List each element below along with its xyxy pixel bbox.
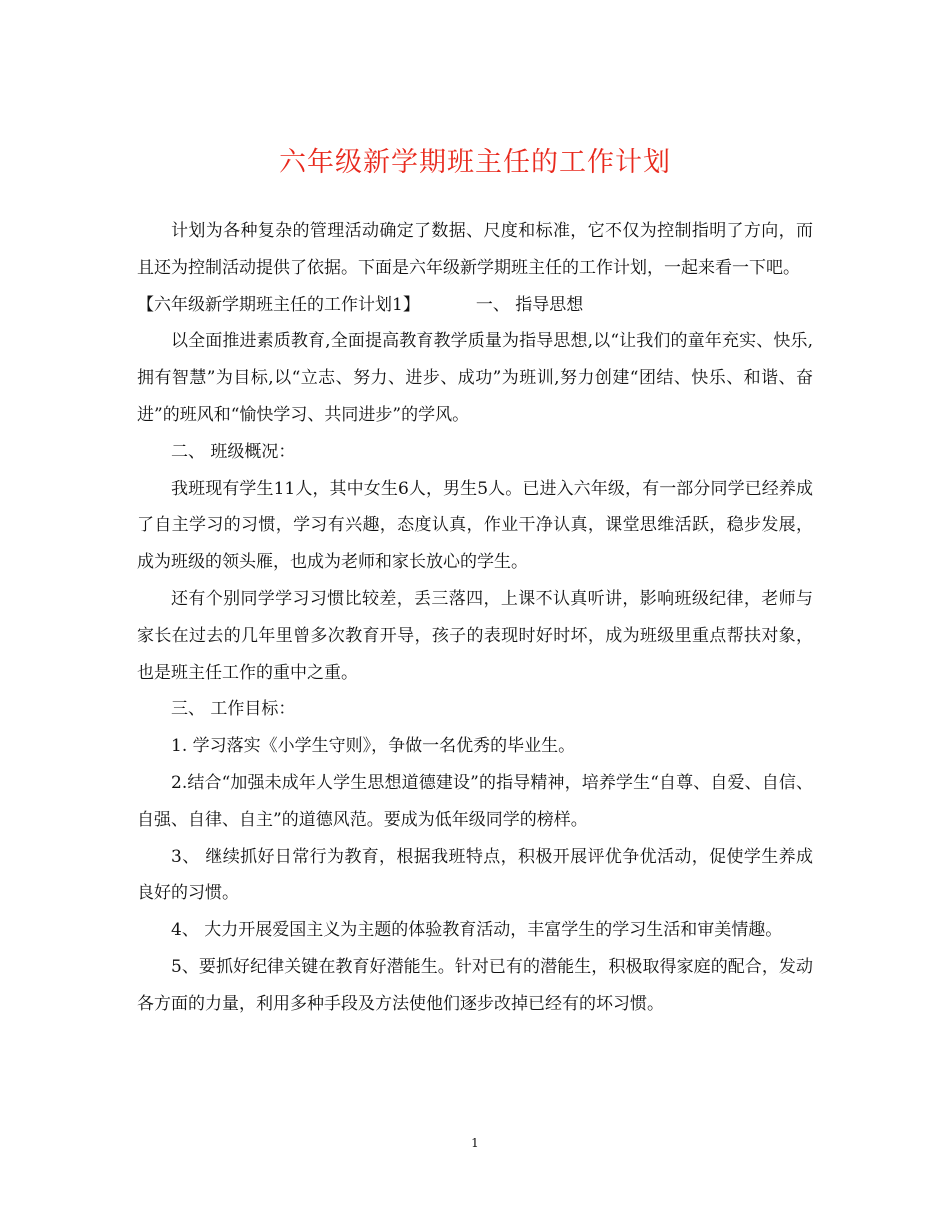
plan-heading: 【六年级新学期班主任的工作计划1】 bbox=[137, 294, 420, 315]
page-number: 1 bbox=[471, 1136, 479, 1150]
document-body bbox=[137, 213, 813, 1023]
goal-item: 1. 学习落实《小学生守则》，争做一名优秀的毕业生。 bbox=[171, 736, 576, 757]
goal-item: 5、要抓好纪律关键在教育好潜能生。针对已有的潜能生，积极取得家庭的配合，发动各方面的力量，利用多种手段及方法使他们逐步改掉已经有的坏习惯。 bbox=[137, 956, 813, 1014]
section-heading: 二、 班级概况： bbox=[171, 441, 296, 462]
goal-item: 3、 继续抓好日常行为教育，根据我班特点，积极开展评优争优活动，促使学生养成良好的习惯。 bbox=[137, 846, 813, 904]
goal-item: 4、 大力开展爱国主义为主题的体验教育活动，丰富学生的学习生活和审美情趣。 bbox=[171, 920, 783, 941]
intro-paragraph: 计划为各种复杂的管理活动确定了数据、尺度和标准，它不仅为控制指明了方向，而且还为控制活动提供了依据。下面是六年级新学期班主任的工作计划，一起来看一下吧。 bbox=[137, 221, 813, 278]
goal-item: 2.结合“加强未成年人学生思想道德建设”的指导精神，培养学生“自尊、自爱、自信、自强、自律、自主”的道德风范。要成为低年级同学的榜样。 bbox=[137, 772, 813, 830]
section-heading: 一、 指导思想 bbox=[475, 294, 584, 315]
section-paragraph: 以全面推进素质教育,全面提高教育教学质量为指导思想,以“让我们的童年充实、快乐,拥有智慧”为目标,以“立志、努力、进步、成功”为班训,努力创建“团结、快乐、和谐、奋进”的班风和“愉快学习、共同进步”的学风。 bbox=[137, 331, 813, 425]
section-paragraph: 还有个别同学学习习惯比较差，丢三落四，上课不认真听讲，影响班级纪律，老师与家长在过去的几年里曾多次教育开导，孩子的表现时好时坏，成为班级里重点帮扶对象，也是班主任工作的重中之重。 bbox=[137, 588, 813, 683]
section-paragraph: 我班现有学生11人，其中女生6人，男生5人。已进入六年级，有一部分同学已经养成了自主学习的习惯，学习有兴趣，态度认真，作业干净认真，课堂思维活跃，稳步发展，成为班级的领头雁，也成为老师和家长放心的学生。 bbox=[137, 478, 813, 573]
plan-heading-line bbox=[137, 287, 813, 324]
document-title: 六年级新学期班主任的工作计划 bbox=[279, 147, 671, 178]
section-heading: 三、 工作目标： bbox=[171, 699, 296, 720]
